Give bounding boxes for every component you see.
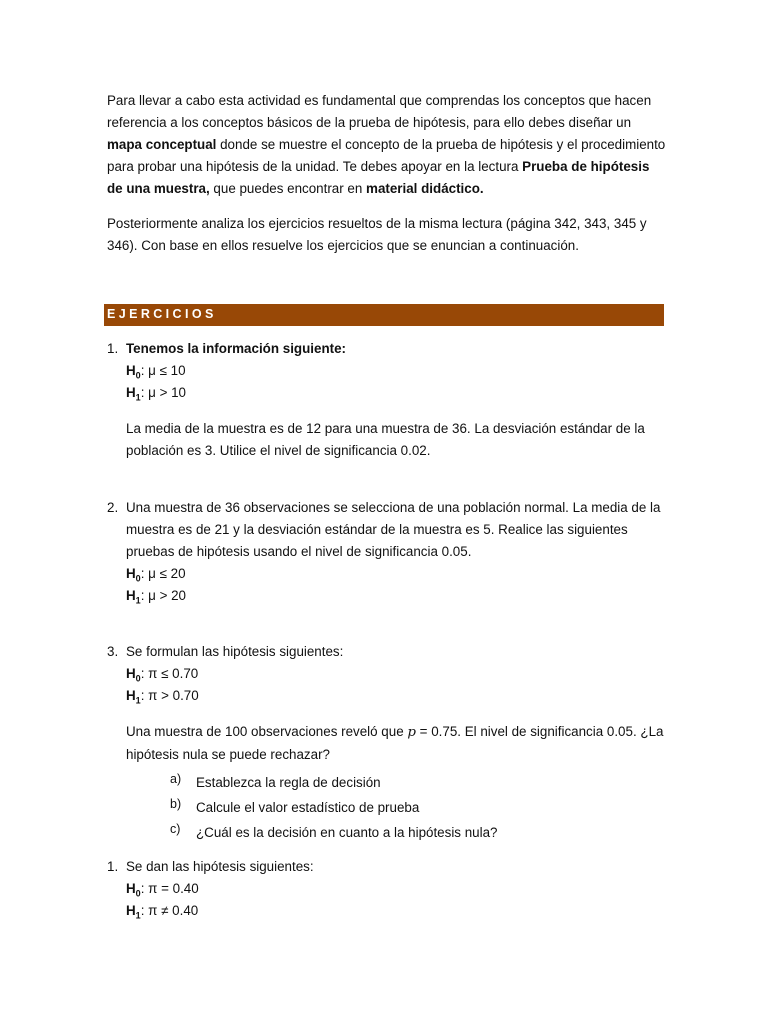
exercise-3-text: Una muestra de 100 observaciones reveló que p = 0.75. El nivel de significancia 0.05. ¿La hipótesis nula se puede rechazar? — [126, 724, 664, 762]
intro-text-a: Para llevar a cabo esta actividad es fundamental que comprendas los conceptos que hacen referencia a los conceptos básicos de la prueba de hipótesis, para ello debes diseñar un — [107, 93, 652, 130]
exercise-3-item-a: a) Establezca la regla de decisión — [170, 772, 381, 790]
intro-text-c: donde se muestre el concepto de la prueba de hipótesis y el procedimiento para probar una hipótesis de la unidad. Te debes apoyar en la lectura — [107, 137, 666, 174]
exercise-3-title: Se formulan las hipótesis siguientes: — [126, 644, 344, 659]
exercise-4-number: 1. — [107, 859, 119, 874]
intro-text-e: que puedes encontrar en — [209, 181, 367, 196]
exercise-3-h0: $H_0$: π ≤ 0.70 — [126, 666, 199, 684]
exercise-3-item-b: b) Calcule el valor estadístico de prueba — [170, 797, 420, 815]
exercise-1-h0: $H_0$: μ ≤ 10 — [126, 363, 186, 381]
exercise-2-h0: $H_0$: μ ≤ 20 — [126, 566, 186, 584]
exercise-4-h1: $H_1$: π ≠ 0.40 — [126, 903, 199, 921]
intro-paragraph-1 — [107, 90, 667, 200]
intro-paragraph-2: Posteriormente analiza los ejercicios resueltos de la misma lectura (página 342, 343, 345 y 346). Con base en ellos resuelve los ejercicios que se enuncian a continuación. — [107, 216, 647, 253]
exercise-2-text: Una muestra de 36 observaciones se selecciona de una población normal. La media de la muestra es de 21 y la desviación estándar de la muestra es 5. Realice las siguientes pruebas de hipótesis usando el nivel de significancia 0.05. — [126, 500, 661, 559]
p-hat-symbol: p — [407, 725, 416, 740]
exercise-1-h1: $H_1$: μ > 10 — [126, 385, 186, 403]
exercise-4-h0: $H_0$: π = 0.40 — [126, 881, 199, 899]
exercise-1-title: Tenemos la información siguiente: — [126, 341, 346, 356]
exercise-4 — [107, 856, 667, 922]
exercise-1-text: La media de la muestra es de 12 para una muestra de 36. La desviación estándar de la población es 3. Utilice el nivel de significancia 0.02. — [126, 421, 645, 458]
exercise-2-number: 2. — [107, 500, 119, 515]
exercise-3-number: 3. — [107, 644, 119, 659]
exercise-3-item-c: c) ¿Cuál es la decisión en cuanto a la hipótesis nula? — [170, 822, 498, 840]
exercise-4-title: Se dan las hipótesis siguientes: — [126, 859, 314, 874]
intro-bold-material: material didáctico. — [366, 181, 484, 196]
ejercicios-banner: EJERCICIOS — [104, 304, 664, 326]
exercise-2-h1: $H_1$: μ > 20 — [126, 588, 186, 606]
exercise-2 — [107, 497, 667, 607]
exercise-1-number: 1. — [107, 341, 119, 356]
exercise-3-h1: $H_1$: π > 0.70 — [126, 688, 199, 706]
exercise-1 — [107, 338, 667, 462]
intro-section — [107, 90, 667, 257]
exercise-3 — [107, 641, 667, 845]
intro-bold-mapa: mapa conceptual — [107, 137, 217, 152]
intro-bold-lectura: Prueba de hipótesis de una muestra, — [107, 159, 650, 196]
